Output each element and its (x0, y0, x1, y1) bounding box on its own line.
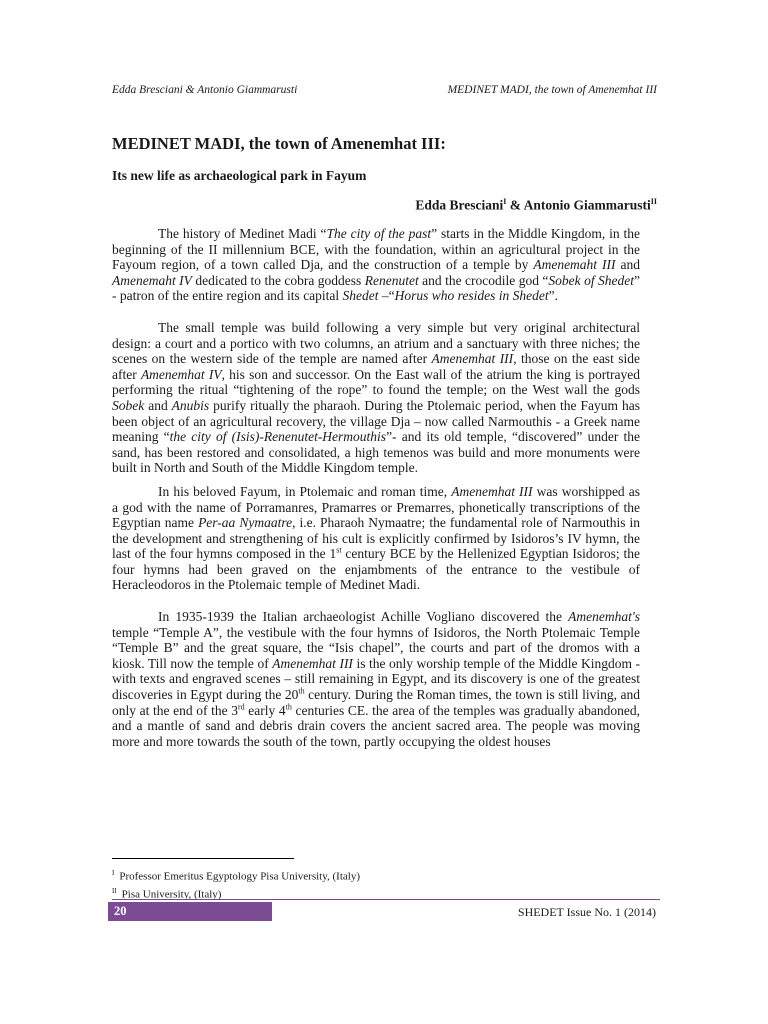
footnote (112, 866, 652, 884)
italic-run: Anubis (171, 397, 210, 413)
running-head-title: MEDINET MADI, the town of Amenemhat III (447, 84, 657, 96)
text-run: , those on the east side after (112, 351, 641, 382)
text-run: and (144, 397, 172, 413)
footnote-mark: I (112, 869, 115, 877)
text-run: , his son and successor. On the East wall of the atrium the king is portrayed performing the ritual “tightening of the rope” to found the temple; on the West wall the gods (112, 366, 640, 398)
text-run: The history of Medinet Madi “ (158, 226, 327, 241)
author-name: Antonio Giammarusti (523, 197, 651, 213)
affiliation-mark: I (503, 197, 507, 206)
italic-run: The city of the past (326, 226, 432, 241)
author-separator: & (506, 197, 524, 213)
italic-run: Sobek of Shedet (548, 272, 634, 288)
text-run: centuries CE. the area of the temples was gradually abandoned, and a mantle of sand and debris drain covers the ancient sacred area. The people was moving more and more towards the south of the town, partly occupying the oldest houses (112, 702, 641, 749)
italic-run: Amenemhat III (451, 483, 533, 499)
italic-run: Per-aa Nymaatre (198, 515, 293, 531)
running-head (112, 84, 657, 96)
footnote-separator (112, 858, 294, 859)
ordinal-superscript: rd (237, 702, 245, 712)
text-run: temple “Temple A”, the vestibule with the four hymns of Isidoros, the North Ptolemaic Temple “Temple B” and the great square, the “Isis chapel”, the courts and part of the dromos with a kiosk. Till now the temple of (112, 624, 640, 671)
text-run: and the crocodile god “ (418, 272, 549, 288)
text-run: century BCE by the Hellenized Egyptian Isidoros; the four hymns had been graved on the enjambments of the entrance to the vestibule of Heracleodoros in the Ptolemaic temple of Medinet Madi. (112, 546, 640, 593)
italic-run: Horus who resides in Shedet (394, 288, 549, 304)
article-subtitle: Its new life as archaeological park in Fayum (112, 168, 367, 183)
text-run: ”- and its old temple, “discovered” under the sand, has been restored and consolidated, a high temenos was build and more monuments were built in North and South of the Middle Kingdom temple. (112, 429, 640, 476)
footnote-mark: II (112, 887, 117, 896)
body-paragraph (112, 320, 640, 476)
italic-run: Renenutet (364, 272, 419, 288)
running-head-authors: Edda Bresciani & Antonio Giammarusti (112, 84, 298, 96)
body-paragraph (112, 609, 640, 749)
page-number: 20 (108, 902, 272, 921)
text-run: early 4 (244, 702, 286, 718)
text-run: century. During the Roman times, the town is still living, and only at the end of the 3 (112, 687, 640, 718)
text-run: The small temple was build following a very simple but very original architectural design: a court and a portico with two columns, an atrium and a sanctuary with three niches; the scenes on the western side of the temple are named after (112, 319, 640, 367)
text-run: ”. (548, 288, 559, 304)
text-run: is the only worship temple of the Middle Kingdom - with texts and engraved scenes – still remaining in Egypt, and its discovery is one of the greatest discoveries in Egypt during the 20 (112, 655, 641, 703)
footnote-text: Pisa University, (Italy) (121, 888, 222, 901)
text-run: dedicated to the cobra goddess (191, 272, 365, 288)
italic-run: Amenemhat IV (140, 366, 222, 382)
ordinal-superscript: th (298, 686, 305, 696)
italic-run: Amenemaht IV (112, 272, 192, 288)
italic-run: the city of (Isis)-Renenutet-Hermouthis (169, 429, 387, 445)
body-paragraph (112, 226, 640, 304)
italic-run: Amenemhat's (568, 609, 640, 625)
ordinal-superscript: st (336, 545, 342, 555)
article-body (112, 226, 640, 765)
author-name: Edda Bresciani (415, 197, 504, 213)
body-paragraph (112, 484, 640, 593)
journal-issue: SHEDET Issue No. 1 (2014) (517, 905, 656, 919)
text-run: In his beloved Fayum, in Ptolemaic and roman time, (158, 483, 452, 499)
affiliation-mark: II (650, 197, 657, 206)
italic-run: Sobek (112, 397, 145, 413)
text-run: was worshipped as a god with the name of Porramanres, Pramarres or Premarres, phonetically transcriptions of the Egyptian name (112, 483, 641, 531)
footer-rule (112, 899, 660, 900)
text-run: , i.e. Pharaoh Nymaatre; the fundamental role of Narmouthis in the development and strengthening of his cult is explicitly confirmed by Isidoros’s IV hymn, the last of the four hymns composed in the 1 (112, 515, 640, 562)
ordinal-superscript: th (285, 702, 292, 712)
text-run: –“ (378, 288, 395, 304)
footnote-text: Professor Emeritus Egyptology Pisa University, (Italy) (119, 870, 360, 883)
text-run: and (615, 257, 641, 273)
italic-run: Shedet (342, 288, 379, 304)
article-title: MEDINET MADI, the town of Amenemhat III: (112, 134, 446, 153)
text-run: In 1935-1939 the Italian archaeologist Achille Vogliano discovered the (158, 609, 569, 625)
italic-run: Amenemaht III (533, 257, 616, 273)
author-line (112, 197, 657, 214)
footnotes (112, 866, 652, 902)
italic-run: Amenemhat III (431, 351, 514, 367)
text-run: purify ritually the pharaoh. During the Ptolemaic period, when the Fayum has been object of an agricultural recovery, the village Dja – now called Narmouthis - a Greek name meaning “ (112, 397, 640, 445)
text-run: ” - patron of the entire region and its capital (112, 272, 640, 304)
italic-run: Amenemhat III (272, 655, 353, 671)
text-run: ” starts in the Middle Kingdom, in the beginning of the II millennium BCE, with the foundation, within an agricultural project in the Fayoum region, of a town called Dja, and the construction of a temple by (112, 226, 640, 273)
